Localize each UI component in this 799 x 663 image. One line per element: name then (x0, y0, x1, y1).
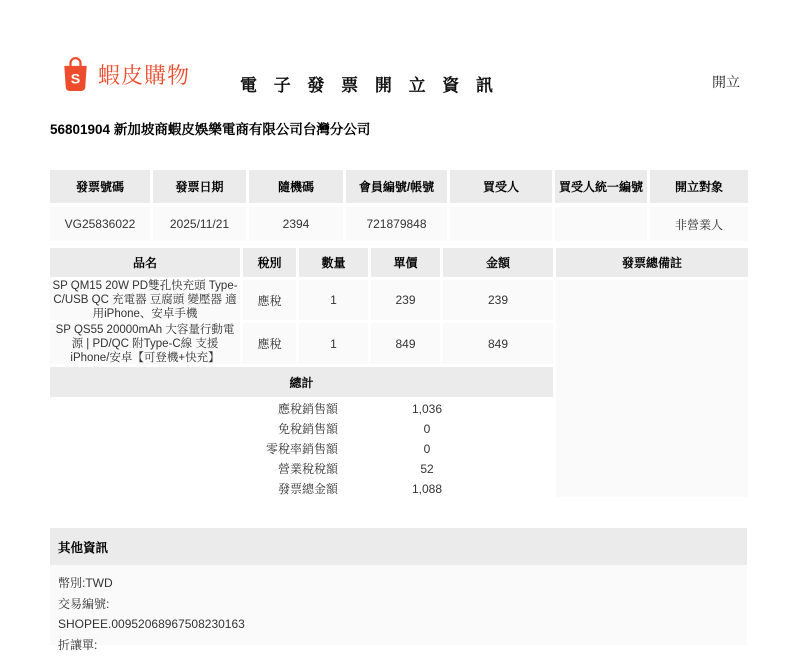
summary-label-zero-rate: 零稅率銷售額 (265, 442, 338, 456)
seller-info: 56801904 新加坡商蝦皮娛樂電商有限公司台灣分公司 (50, 122, 371, 137)
col-header-qty: 數量 (299, 248, 368, 277)
item-row-qty: 1 (299, 323, 368, 364)
col-header-tax-type: 稅別 (243, 248, 296, 277)
col-header-buyer-tax-id: 買受人統一編號 (555, 170, 647, 203)
transaction-label: 交易編號: (58, 596, 110, 611)
issue-action-link[interactable]: 開立 (712, 74, 740, 90)
currency-line: 幣別:TWD (58, 576, 113, 590)
page-title: 電 子 發 票 開 立 資 訊 (239, 76, 500, 95)
col-header-item-name: 品名 (50, 248, 240, 277)
col-header-issue-target: 開立對象 (650, 170, 748, 203)
shopee-logo-letter: S (70, 71, 81, 88)
item-row-name: SP QS55 20000mAh 大容量行動電源 | PD/QC 附Type-C線 支援 iPhone/安卓【可登機+快充】 (50, 323, 240, 364)
summary-value-taxable: 1,036 (411, 401, 443, 416)
col-header-unit-price: 單價 (371, 248, 440, 277)
summary-label-grand-total: 發票總金額 (277, 482, 338, 496)
other-info-section (50, 528, 747, 652)
summary-label-taxable: 應稅銷售額 (277, 402, 338, 416)
transaction-number: SHOPEE.00952068967508230163 (58, 617, 245, 631)
summary-value-zero-rate: 0 (423, 441, 431, 456)
items-table (50, 248, 748, 497)
summary-label-business-tax: 營業稅稅額 (277, 462, 338, 476)
brand-name: 蝦皮購物 (98, 62, 191, 88)
summary-label-tax-free: 免稅銷售額 (277, 422, 338, 436)
other-info-body (50, 565, 747, 652)
item-row-unit-price: 239 (371, 280, 440, 320)
summary-value-business-tax: 52 (420, 461, 434, 476)
item-row-amount: 849 (443, 323, 553, 364)
col-header-amount: 金額 (443, 248, 553, 277)
invoice-meta-table (50, 170, 748, 241)
col-header-buyer: 買受人 (450, 170, 552, 203)
col-header-random-code: 隨機碼 (249, 170, 343, 203)
totals-header: 總計 (50, 367, 553, 397)
col-header-invoice-no: 發票號碼 (50, 170, 150, 203)
summary-value-grand-total: 1,088 (411, 481, 443, 496)
member-account-value: 721879848 (346, 207, 447, 241)
item-row-qty: 1 (299, 280, 368, 320)
col-header-member-account: 會員編號/帳號 (346, 170, 447, 203)
random-code-value: 2394 (249, 207, 343, 241)
other-info-title: 其他資訊 (50, 528, 747, 565)
col-header-remark: 發票總備註 (556, 248, 748, 277)
invoice-remark-cell (556, 280, 748, 497)
buyer-tax-id-value (555, 207, 647, 241)
item-row-name: SP QM15 20W PD雙孔快充頭 Type-C/USB QC 充電器 豆腐頭 變壓器 適用iPhone、安卓手機 (50, 280, 240, 320)
invoice-no-value: VG25836022 (50, 207, 150, 241)
item-row-amount: 239 (443, 280, 553, 320)
item-row-tax: 應稅 (243, 280, 296, 320)
issue-target-value: 非營業人 (650, 207, 748, 241)
allowance-label: 折讓單: (58, 637, 98, 652)
summary-value-tax-free: 0 (423, 421, 431, 436)
buyer-value (450, 207, 552, 241)
item-row-unit-price: 849 (371, 323, 440, 364)
item-row-tax: 應稅 (243, 323, 296, 364)
col-header-invoice-date: 發票日期 (153, 170, 246, 203)
invoice-date-value: 2025/11/21 (153, 207, 246, 241)
